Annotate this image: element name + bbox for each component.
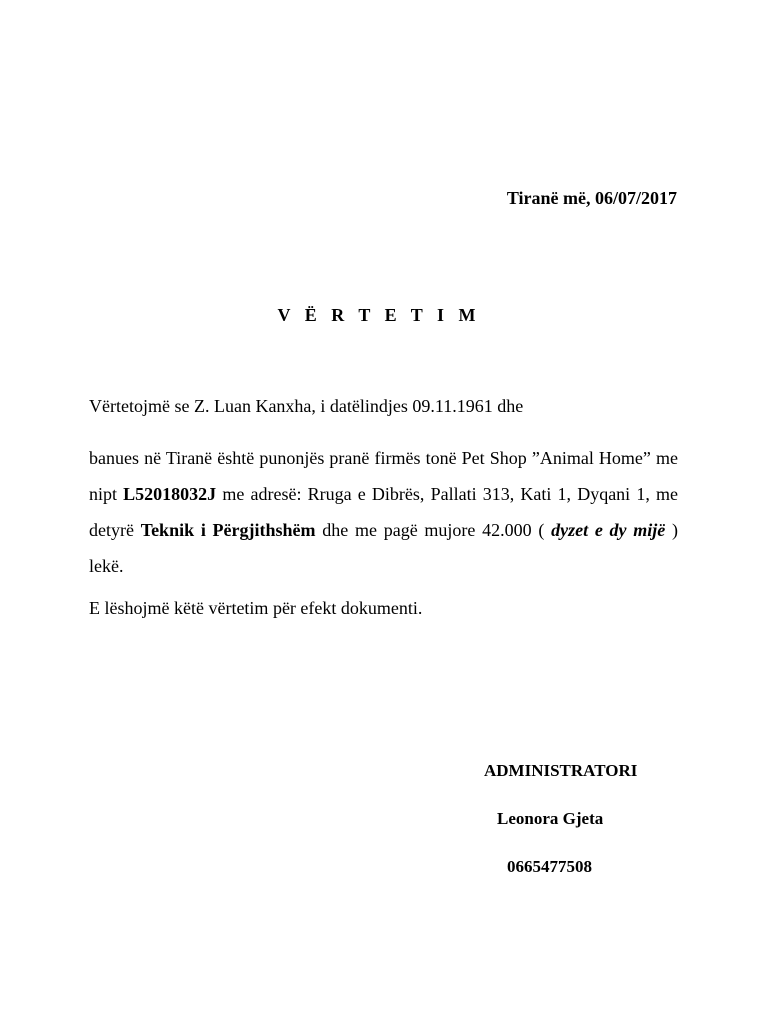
salary-in-words: dyzet e dy mijë bbox=[551, 520, 666, 540]
document-title: V Ë R T E T I M bbox=[277, 305, 481, 325]
job-title: Teknik i Përgjithshëm bbox=[140, 520, 316, 540]
place-date: Tiranë më, 06/07/2017 bbox=[506, 188, 677, 208]
signatory-role: ADMINISTRATORI bbox=[484, 761, 638, 780]
signatory-phone: 0665477508 bbox=[507, 857, 592, 876]
body-first-line: Vërtetojmë se Z. Luan Kanxha, i datëlindjes 09.11.1961 dhe bbox=[89, 396, 524, 416]
body-text-segment: dhe me pagë mujore 42.000 ( bbox=[315, 520, 552, 540]
body-text-segment: ) lekë. bbox=[89, 520, 678, 576]
body-paragraph bbox=[89, 440, 678, 584]
body-text-segment: banues në Tiranë është punonjës pranë firmës tonë Pet Shop ”Animal Home” me nipt bbox=[89, 448, 678, 504]
closing-sentence: E lëshojmë këtë vërtetim për efekt dokumenti. bbox=[89, 598, 423, 618]
nipt-number: L52018032J bbox=[123, 484, 217, 504]
signatory-name: Leonora Gjeta bbox=[497, 809, 604, 828]
body-text-segment: me adresë: Rruga e Dibrës, Pallati 313, Kati 1, Dyqani 1, me detyrë bbox=[89, 484, 678, 540]
